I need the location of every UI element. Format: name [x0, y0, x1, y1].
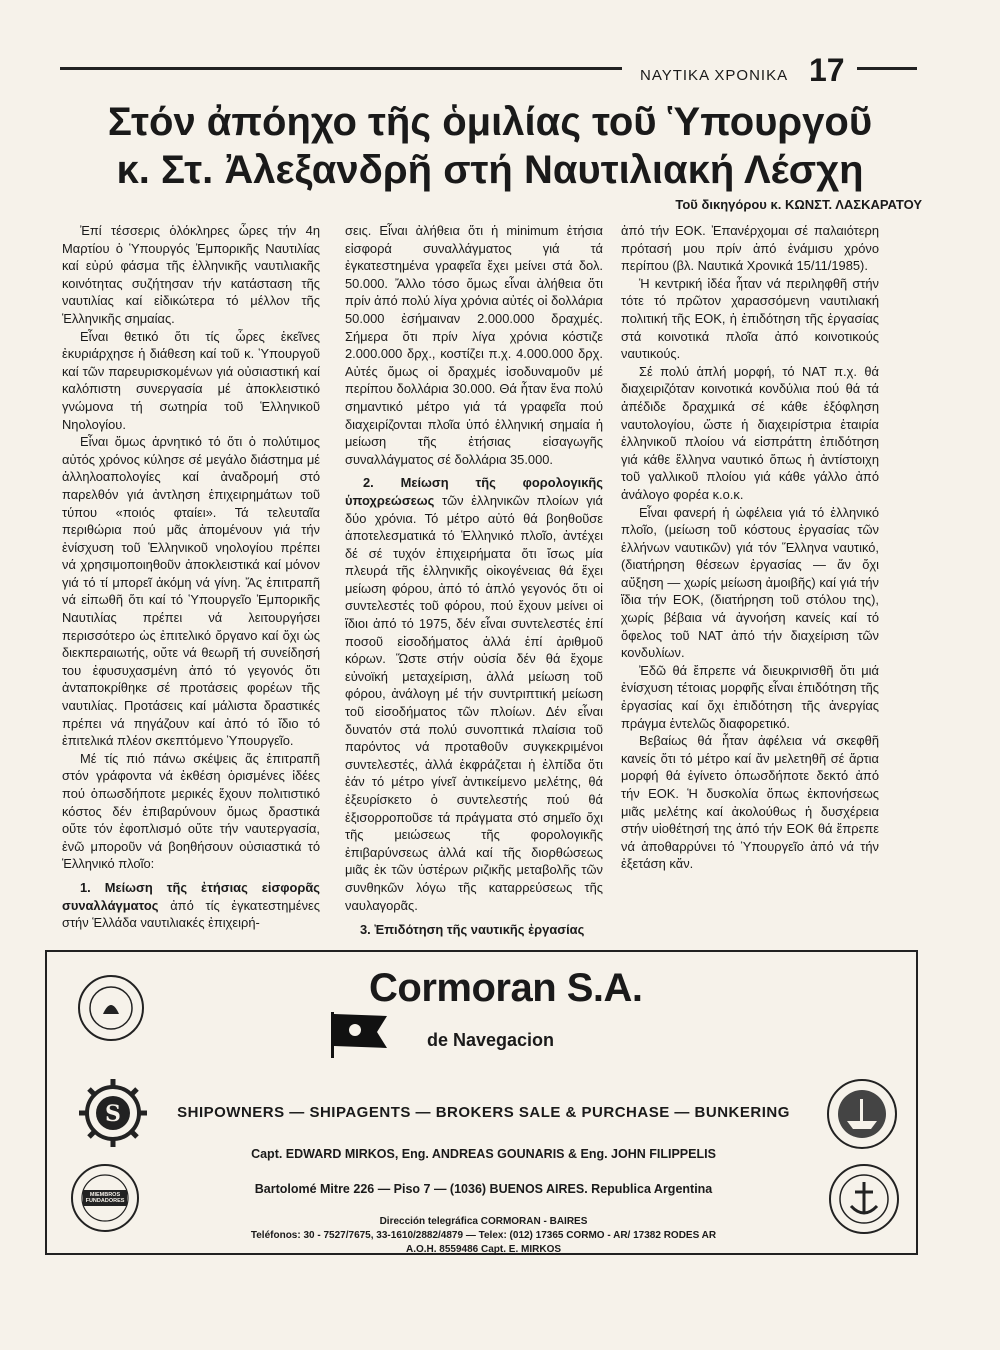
- paragraph: Εἶναι θετικό ὅτι τίς ὧρες ἐκεῖνες ἐκυριάρχησε ἡ διάθεση καί τοῦ κ. Ὑπουργοῦ καί τῶν παρευρισκομένων γιά οὐσιαστική καί καλόπιστη συνεργασία μέ ἀποκλειστικό γνώμονα τή σωτηρία τοῦ Ἑλληνικοῦ Νηολογίου.: [62, 328, 320, 432]
- article-column-3: [621, 222, 879, 873]
- title-line-2: κ. Στ. Ἀλεξανδρῆ στή Ναυτιλιακή Λέσχη: [116, 148, 864, 192]
- ad-company-name: Cormoran S.A.: [369, 966, 643, 1010]
- svg-text:S: S: [105, 1101, 121, 1127]
- title-line-1: Στόν ἀπόηχο τῆς ὁμιλίας τοῦ Ὑπουργοῦ: [107, 100, 873, 144]
- ad-subtitle: de Navegacion: [427, 1030, 555, 1050]
- founders-seal-text: MIEMBROS FUNDADORES: [85, 1192, 125, 1204]
- ad-services: SHIPOWNERS — SHIPAGENTS — BROKERS SALE & PURCHASE — BUNKERING: [177, 1104, 790, 1121]
- paragraph-text: ἀπό τίς ἐγκατεστημένες στήν Ἑλλάδα ναυτιλιακές ἐπιχειρή-: [62, 897, 320, 931]
- byline: Τοῦ δικηγόρου κ. ΚΩΝΣΤ. ΛΑΣΚΑΡΑΤΟΥ: [675, 197, 922, 212]
- ad-telegraph: Dirección telegráfica CORMORAN - BAIRES: [379, 1216, 588, 1227]
- ad-aoh: A.O.H. 8559486 Capt. E. MIRKOS: [405, 1244, 562, 1255]
- article-column-2: [345, 222, 603, 914]
- paragraph-text: τῶν ἑλληνικῶν πλοίων γιά δύο χρόνια. Τό μέτρο αὐτό θά βοηθοῦσε ἀποτελεσματικά τό Ἑλληνικό πλοῖο, ἀντέχει δέ σέ τυχόν ἐπιχειρήματα ὅτι ἴσως μία πλευρά τῆς ἑλληνικῆς οἰκογένειας θά ἔχει μείωση φόρου, ἀπό τό ἁπλό γεγονός ὅτι οἱ συντελεστές τοῦ φόρου, πού ἔχουν μείνει οἱ ἴδιοι ἀπό τό 1975, δέν εἶναι συντελεστές ἐπί ποσοῦ εἰσοδήματος ἀλλά ἐπί ἀριθμοῦ κόρων. Ὥστε στήν οὐσία δέν θά ἔχομε εὐνοϊκή μεταχείριση, ἀλλά μείωση τοῦ φόρου, ἀνάλογη μέ τήν συντριπτική μείωση τοῦ εἰσοδήματος τῶν πλοίων. Δέν εἶναι δυνατόν στά πολύ συνοπτικά πλαίσια τοῦ παρόντος νά προταθοῦν συγκεκριμένοι συντελεστές, ἀλλά ἐκφράζεται ἡ ἐλπίδα ὅτι ἐάν τό μέτρο γίνεῖ ἀντικείμενο μελέτης, θά ἐξευρίσκετο ὁ συντελεστής πού θά ἐξισορροποῦσε τά πράγματα στό σημεῖο ὄχι τῆς μειώσεως τῆς φορολογικῆς ἐπιβαρύνσεως ἀλλά καί τῆς διορθώσεως μιᾶς ἐκ τῶν ὑστέρων ριζικῆς μεταβολῆς τῶν συνθηκῶν λόγω τῆς καταρρεύσεως τῆς ναυλαγορᾶς.: [345, 492, 603, 913]
- paragraph: Εἶναι φανερή ἡ ὠφέλεια γιά τό ἑλληνικό πλοῖο, (μείωση τοῦ κόστους ἐργασίας τῶν ἑλλήνων ναυτικῶν) γιά τόν Ἕλληνα ναυτικό, (διατήρηση θέσεων ἐργασίας — ἄν ὄχι αὔξηση — χωρίς μείωση ἀμοιβῆς) καί γιά τήν ἴδια τήν ΕΟΚ, (διατήρηση τοῦ στόλου της), χωρίς βέβαια νά ἀγνοήση κανείς καί τό ὄφελος τοῦ ΝΑΤ ἀπό τήν διαχείριση τῶν κονδυλίων.: [621, 504, 879, 661]
- ad-telephones: Teléfonos: 30 - 7527/7675, 33-1610/2882/4879 — Telex: (012) 17365 CORMO - AR/ 17382 RODES AR: [250, 1230, 717, 1241]
- header-rule-left: [60, 67, 622, 70]
- paragraph: Ἐδῶ θά ἔπρεπε νά διευκρινισθῆ ὅτι μιά ἐνίσχυση τέτοιας μορφῆς εἶναι ἐπιδότηση τῆς ἐργασίας καί ὄχι ἐπιδότηση τῆς ἀνεργίας πράγμα ἐντελῶς διαφορετικό.: [621, 662, 879, 731]
- article-column-1: [62, 222, 320, 932]
- paragraph: Μέ τίς πιό πάνω σκέψεις ἄς ἐπιτραπῆ στόν γράφοντα νά ἐκθέση ὁρισμένες ἰδέες πού ὁπωσδήποτε μερικές ἔχουν πολιτιστικό κόστος δέν ἐπιβαρύνουν ὅμως δραστικά οὔτε τόν ἐφοπλισμό οὔτε τήν ναυτεργασία, ἐνῶ μποροῦν νά βοηθήσουν οὐσιαστικά τό Ἑλληνικό πλοῖο:: [62, 750, 320, 872]
- ad-address: Bartolomé Mitre 226 — Piso 7 — (1036) BUENOS AIRES. Republica Argentina: [254, 1182, 713, 1196]
- article-title: [60, 98, 920, 194]
- section-heading-1: 1. Μείωση τῆς ἐτήσιας εἰσφορᾶς συναλλάγματος: [62, 879, 320, 913]
- chamber-seal-icon: [77, 974, 145, 1042]
- section-heading-2: 2. Μείωση τῆς φορολογικῆς ὑποχρεώσεως: [345, 475, 603, 508]
- page-number: 17: [809, 52, 845, 88]
- ad-people: Capt. EDWARD MIRKOS, Eng. ANDREAS GOUNARIS & Eng. JOHN FILIPPELIS: [251, 1147, 716, 1161]
- paragraph: Ἡ κεντρική ἰδέα ἦταν νά περιληφθῆ στήν τότε τό πρῶτον χαρασσόμενη ναυτιλιακή πολιτική τῆς ΕΟΚ, ἡ ἐπιδότηση τῆς ἐργασίας στά κοινοτικά πλοῖα ἀπό κοινοτικούς ναυτικούς.: [621, 275, 879, 362]
- section-paragraph-1: [62, 879, 320, 932]
- paragraph: Βεβαίως θά ἦταν ἀφέλεια νά σκεφθῆ κανείς ὅτι τό μέτρο καί ἄν μελετηθῆ σέ ἄρτια μορφή θά ἐγίνετο ὁπωσδήποτε δεκτό ἀπό τήν ΕΟΚ. Ἡ δυσκολία ὅπως ἐκπονήσεως μιᾶς μελέτης καί ἀκολούθως ἡ δυσχέρεια στήν υἱοθέτησή της ἀπό τήν ΕΟΚ θά ἔπρεπε νά ἀποθαρρύνει τό Ὑπουργεῖο ἀπό νά τήν ἐξετάση κἄν.: [621, 733, 879, 872]
- paragraph: Σέ πολύ ἁπλή μορφή, τό ΝΑΤ π.χ. θά διαχειριζόταν κοινοτικά κονδύλια πού θά τά ἀπέδιδε δραχμικά σέ κάθε ἐξόφληση ναυτολογίου, ὥστε ἡ διαχειρίστρια ἑταιρία ἑλληνικοῦ πλοίου νά εἰσπράττη ἐπιδότηση γιά κάθε ἕλληνα ναυτικό ὅπως ἡ ἀντίστοιχη τοῦ γαλλικοῦ πλοίου γιά κάθε γάλλο ἀπό ἀνάλογο φορέα κ.ο.κ.: [621, 363, 879, 502]
- section-heading-3: 3. Ἐπιδότηση τῆς ναυτικῆς ἐργασίας: [360, 922, 585, 937]
- advertisement-box: [45, 950, 918, 1255]
- section-paragraph-2: [345, 474, 603, 914]
- magazine-name: ΝΑΥΤΙΚΑ ΧΡΟΝΙΚΑ: [640, 67, 789, 84]
- paragraph: ἀπό τήν ΕΟΚ. Ἐπανέρχομαι σέ παλαιότερη πρότασή μου πρίν ἀπό ἐνάμισυ χρόνο περίπου (βλ. Ναυτικά Χρονικά 15/11/1985).: [621, 223, 879, 274]
- flag-icon: [329, 1010, 391, 1060]
- paragraph: Ἐπί τέσσερις ὁλόκληρες ὧρες τήν 4η Μαρτίου ὁ Ὑπουργός Ἐμπορικῆς Ναυτιλίας καί εὐρύ φάσμα τῆς ἑλληνικῆς ναυτιλιακῆς κοινότητας συζήτησαν τήν κατάσταση τῆς ναυτιλίας καί εἰδικώτερα τό μέλλον τῆς Ἑλληνικῆς σημαίας.: [62, 223, 320, 326]
- header-rule-right: [857, 67, 917, 70]
- paragraph: σεις. Εἶναι ἀλήθεια ὅτι ἡ minimum ἐτήσια εἰσφορά συναλλάγματος γιά τά ἐγκατεστημένα γραφεῖα ἔχει μείνει στά δολ. 50.000. Ἄλλο τόσο ὅμως εἶναι ἀλήθεια ὅτι πρίν ἀπό πολύ λίγα χρόνια αὐτές οἱ δολλάρια 50.000 ἐσήμαιναν 2.000.000 δραχμές. Σήμερα ὅτι πρίν λίγα χρόνια κόστιζε 2.000.000 δρχ., κοστίζει π.χ. 4.000.000 δρχ. Αὐτές ὅμως οἱ δραχμές ἰσοδυναμοῦν μέ περίπου δολλάρια 30.000. Θά ἦταν ἕνα πολύ σημαντικό μέτρο γιά τά γραφεῖα πού διαχειρίζονται πλοῖα ὑπό ἑλληνική σημαία ἡ μείωση τῆς ἐτήσιας εἰσαγωγῆς συναλλάγματος σέ δολλάρια 35.000.: [345, 223, 603, 467]
- paragraph: Εἶναι ὅμως ἀρνητικό τό ὅτι ὁ πολύτιμος αὐτός χρόνος κύλησε σέ μεγάλο διάστημα μέ ἀλληλοαπολογίες καί ἀναδρομή στό παρελθόν γιά ἀντληση ἐπιχειρημάτων τοῦ τύπου «ποιός φταίει». Τά τελευταῖα περιθώρια πού μᾶς ἀπομένουν γιά τήν ἐνίσχυση τοῦ Ἑλληνικοῦ νηολογίου πρέπει νά χρησιμοποιηθοῦν ἀποκλειστικά καί μόνον γιά τό τί μπορεῖ ἀκόμη νά γίνη. Ἄς ἐπιτραπῆ νά εἰπωθῆ ὅτι καί τό Ὑπουργεῖο Ἐμπορικῆς Ναυτιλίας πρέπει νά λειτουργήσει περισσότερο ὡς ἐπιτελικό ὄργανο καί ὄχι ὡς διεκπεραιωτής, οὔτε νά θεωρῆ τή συνείδησή του ἐφυσυχασμένη ἀπό τό γεγονός ὅτι ἀνταποκρίθηκε σέ προτάσεις φορέων τῆς ναυτιλίας. Προτάσεις καί μάλιστα δραστικές πρέπει νά πηγάζουν καί ἀπό τό ἴδιο τό ἐπιτελικά πλέον σκεπτόμενο Ὑπουργεῖο.: [62, 434, 320, 749]
